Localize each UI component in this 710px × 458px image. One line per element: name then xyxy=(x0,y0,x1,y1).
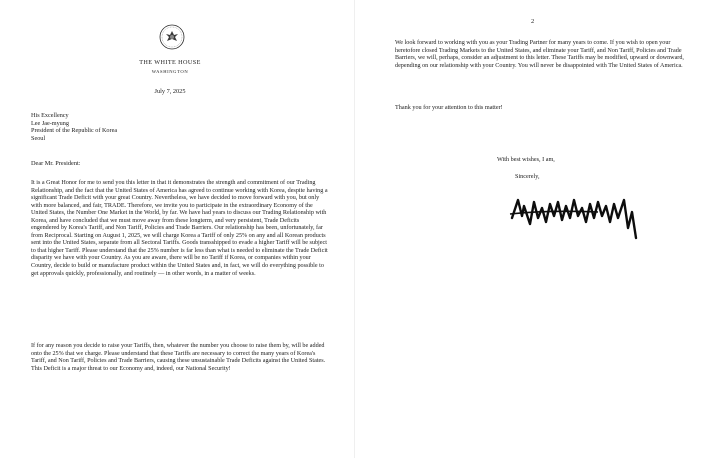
body-paragraph: It is a Great Honor for me to send you this letter in that it demonstrates the strength and commitment of our Trading Relationship, and the fact that the United States of America has agreed to continue working with Korea, despite having a significant Trade Deficit with your great Country. Nevertheless, we have decided to move forward with you, but only with more balanced, and fair, TRADE. Therefore, we invite you to participate in the extraordinary Economy of the United States, the Number One Market in the World, by far. We have had years to discuss our Trading Relationship with Korea, and have concluded that we must move away from these longterm, and very persistent, Trade Deficits engendered by Korea's Tariff, and Non Tariff, Policies and Trade Barriers. Our relationship has been, unfortunately, far from Reciprocal. Starting on August 1, 2025, we will charge Korea a Tariff of only 25% on any and all Korean products sent into the United States, separate from all Sectoral Tariffs. Goods transshipped to evade a higher Tariff will be subject to that higher Tariff. Please understand that the 25% number is far less than what is needed to eliminate the Trade Deficit disparity we have with your Country. As you are aware, there will be no Tariff if Korea, or companies within your Country, decide to build or manufacture product within the United States and, in fact, we will do everything possible to get approvals quickly, professionally, and routinely — in other words, in a matter of weeks. xyxy=(31,180,328,277)
letter-date: July 7, 2025 xyxy=(154,88,186,95)
letterhead-city: WASHINGTON xyxy=(151,69,189,74)
address-line: His Excellency xyxy=(31,112,69,119)
letter-page-2 xyxy=(355,0,710,458)
recipient-address xyxy=(31,112,117,142)
letterhead-title: THE WHITE HOUSE xyxy=(139,59,201,66)
page-number: 2 xyxy=(531,18,535,25)
closing-line: With best wishes, I am, xyxy=(497,156,555,163)
salutation: Dear Mr. President: xyxy=(31,160,81,167)
presidential-seal-icon xyxy=(159,24,185,50)
sincerely-line: Sincerely, xyxy=(515,173,540,180)
signature xyxy=(508,188,640,240)
body-paragraph: If for any reason you decide to raise your Tariffs, then, whatever the number you choose to raise them by, will be added onto the 25% that we charge. Please understand that these Tariffs are necessary to correct the many years of Korea's Tariff, and Non Tariff, Policies and Trade Barriers, causing these unsustainable Trade Deficits against the United States. This Deficit is a major threat to our Economy and, indeed, our National Security! xyxy=(31,343,326,372)
body-paragraph: We look forward to working with you as your Trading Partner for many years to come. If you wish to open your heretofore closed Trading Markets to the United States, and eliminate your Tariff, and Non Tariff, Policies and Trade Barriers, we will, perhaps, consider an adjustment to this letter. These Tariffs may be modified, upward or downward, depending on our relationship with your Country. You will never be disappointed with The United States of America. xyxy=(395,40,684,69)
address-line: Seoul xyxy=(31,134,46,142)
address-line: Lee Jae-myung xyxy=(31,119,69,127)
address-line: President of the Republic of Korea xyxy=(31,127,118,135)
thanks-line: Thank you for your attention to this matter! xyxy=(395,104,503,111)
